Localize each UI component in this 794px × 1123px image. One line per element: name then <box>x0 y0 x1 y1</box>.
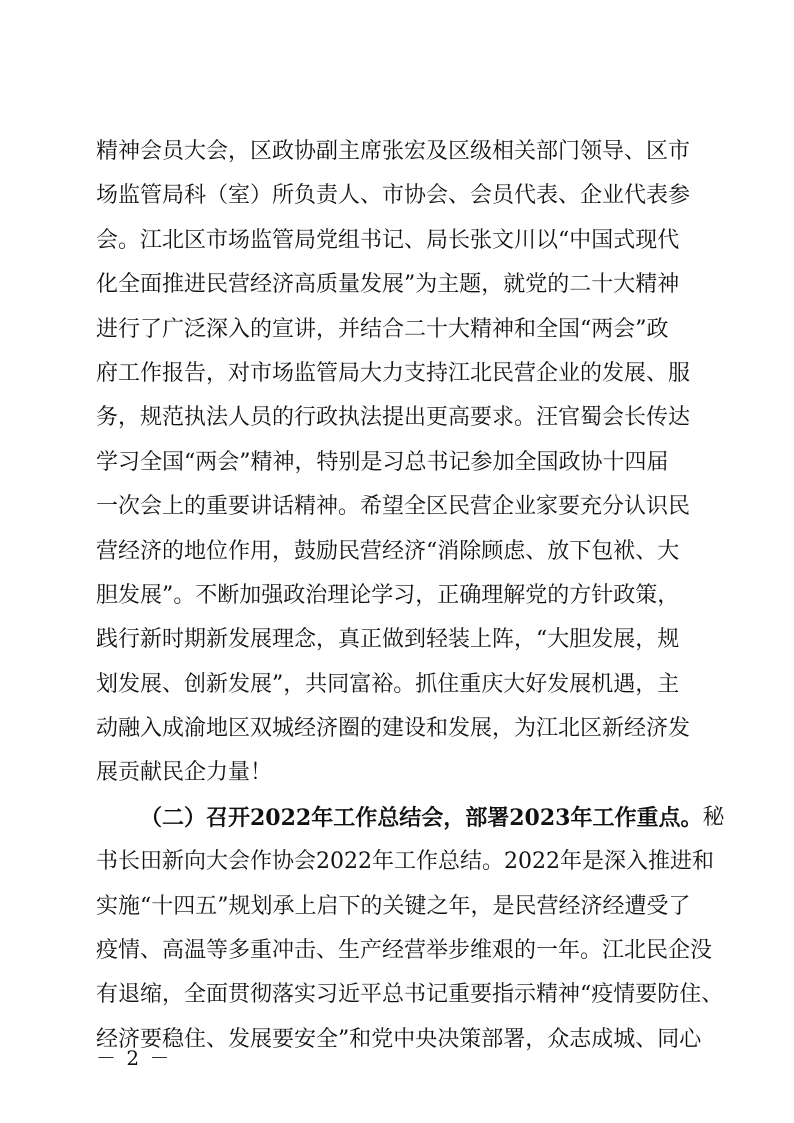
text-line: 实施“十四五”规划承上启下的关键之年，是民营经济经遭受了 <box>96 893 691 919</box>
page-number: － 2 － <box>96 1046 172 1070</box>
text-line: 一次会上的重要讲话精神。希望全区民营企业家要充分认识民 <box>96 494 691 520</box>
text-line: 有退缩，全面贯彻落实习近平总书记重要指示精神“疫情要防住、 <box>96 982 724 1008</box>
text-line: 精神会员大会，区政协副主席张宏及区级相关部门领导、区市 <box>96 139 691 164</box>
text-line: 展贡献民企力量！ <box>96 760 273 786</box>
text-line: 划发展、创新发展”，共同富裕。抓住重庆大好发展机遇，主 <box>96 671 680 697</box>
text-line: 府工作报告，对市场监管局大力支持江北民营企业的发展、服 <box>96 360 691 386</box>
text-line: 化全面推进民营经济高质量发展”为主题，就党的二十大精神 <box>96 272 680 298</box>
text-line: 进行了广泛深入的宣讲，并结合二十大精神和全国“两会”政 <box>96 316 669 342</box>
text-line: 务，规范执法人员的行政执法提出更高要求。汪官蜀会长传达 <box>96 405 691 431</box>
section-heading: （二）召开2022年工作总结会，部署2023年工作重点。 <box>140 804 703 831</box>
text-line: 经济要稳住、发展要安全”和党中央决策部署，众志成城、同心 <box>96 1026 702 1052</box>
text-line: 场监管局科（室）所负责人、市协会、会员代表、企业代表参 <box>96 183 691 209</box>
section-heading-line <box>96 796 725 840</box>
text-line: 营经济的地位作用，鼓励民营经济“消除顾虑、放下包袱、大 <box>96 538 680 564</box>
text-line: 动融入成渝地区双城经济圈的建设和发展，为江北区新经济发 <box>96 716 691 742</box>
body-text <box>96 130 725 1062</box>
text-line: 践行新时期新发展理念，真正做到轻装上阵，“大胆发展，规 <box>96 627 680 653</box>
section-heading-tail: 秘 <box>702 804 725 830</box>
text-line: 学习全国“两会”精神，特别是习总书记参加全国政协十四届 <box>96 449 669 475</box>
text-line: 会。江北区市场监管局党组书记、局长张文川以“中国式现代 <box>96 227 680 253</box>
text-line: 胆发展”。不断加强政治理论学习，正确理解党的方针政策， <box>96 582 680 608</box>
text-line: 疫情、高温等多重冲击、生产经营举步维艰的一年。江北民企没 <box>96 938 713 964</box>
text-line: 书长田新向大会作协会2022年工作总结。2022年是深入推进和 <box>96 849 714 875</box>
